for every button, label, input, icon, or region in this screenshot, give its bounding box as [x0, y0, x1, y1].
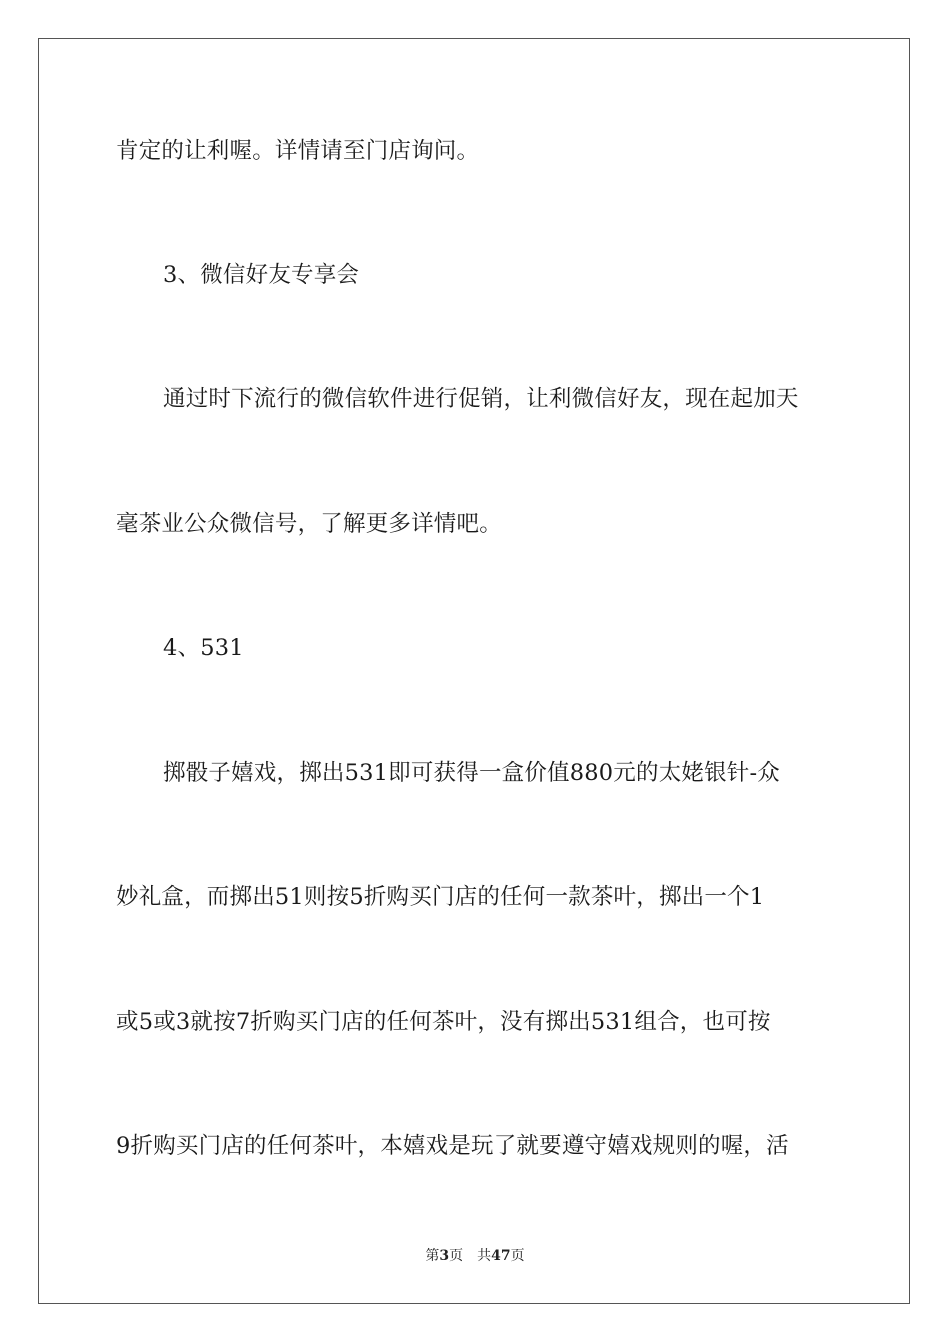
- body-line-1: 肯定的让利喔。详情请至门店询问。: [116, 138, 480, 164]
- body-line-6: 掷骰子嬉戏，掷出531即可获得一盒价值880元的太姥银针-众: [163, 760, 780, 786]
- body-line-8: 或5或3就按7折购买门店的任何茶叶，没有掷出531组合，也可按: [116, 1009, 771, 1035]
- page-footer: [0, 1246, 950, 1266]
- footer-total-suffix: 页: [510, 1248, 525, 1264]
- footer-page-number: 3: [439, 1248, 450, 1264]
- footer-total-prefix: 共: [477, 1248, 492, 1264]
- footer-page-prefix: 第: [425, 1248, 440, 1264]
- section-heading-3: 3、微信好友专享会: [163, 262, 360, 288]
- footer-total-pages: 47: [491, 1248, 511, 1264]
- page-border: [38, 38, 910, 1304]
- body-line-9: 9折购买门店的任何茶叶，本嬉戏是玩了就要遵守嬉戏规则的喔，活: [116, 1133, 789, 1159]
- footer-page-suffix: 页: [449, 1248, 464, 1264]
- body-line-7: 妙礼盒，而掷出51则按5折购买门店的任何一款茶叶，掷出一个1: [116, 884, 765, 910]
- body-line-4: 毫茶业公众微信号，了解更多详情吧。: [116, 511, 502, 537]
- body-line-3: 通过时下流行的微信软件进行促销，让利微信好友，现在起加天: [163, 386, 799, 412]
- section-heading-4: 4、531: [163, 635, 244, 661]
